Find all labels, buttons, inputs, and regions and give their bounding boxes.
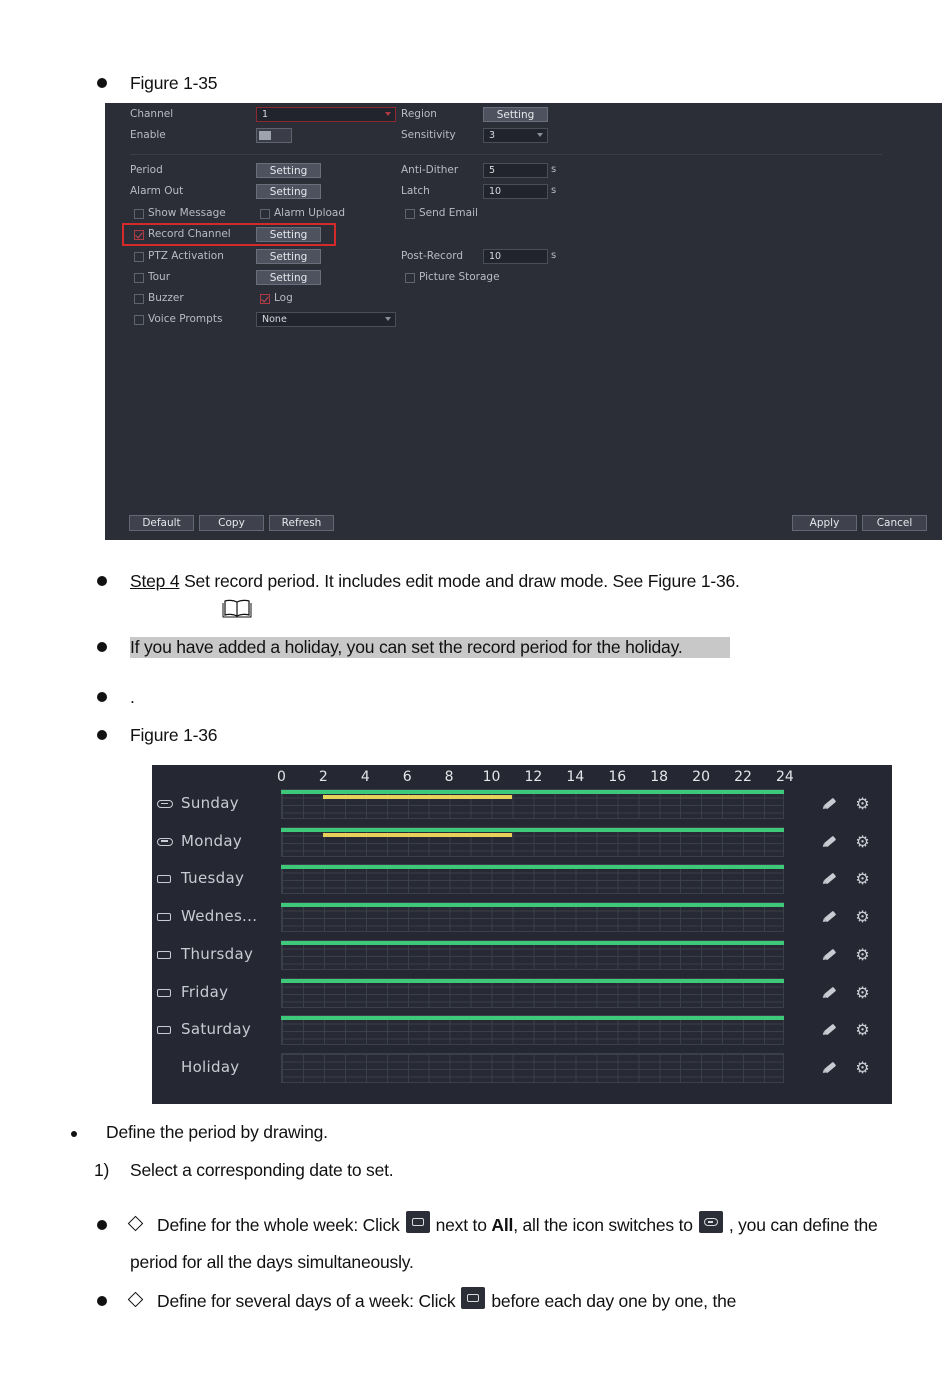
pencil-icon[interactable] <box>824 873 836 885</box>
record-period-bar[interactable] <box>281 979 784 983</box>
latch-unit: s <box>551 185 557 196</box>
ptz-activation-label: PTZ Activation <box>148 250 224 262</box>
voice-prompts-label: Voice Prompts <box>148 313 223 325</box>
post-record-label: Post-Record <box>401 250 464 262</box>
gear-icon[interactable]: ⚙ <box>855 1020 870 1040</box>
record-period-bar[interactable] <box>281 903 784 907</box>
channel-label: Channel <box>130 108 174 120</box>
send-email-checkbox[interactable] <box>405 209 415 219</box>
channel-value: 1 <box>262 109 269 120</box>
hour-tick-label: 2 <box>318 769 328 785</box>
unlinked-square-icon[interactable] <box>157 1026 171 1034</box>
whole-week-text-c: , all the icon switches to <box>513 1215 693 1235</box>
buzzer-checkbox[interactable] <box>134 294 144 304</box>
record-channel-checkbox[interactable] <box>134 230 144 240</box>
region-setting-button[interactable]: Setting <box>483 107 548 122</box>
period-label: Period <box>130 164 163 176</box>
latch-input[interactable]: 10 <box>483 184 548 199</box>
toggle-knob <box>259 131 271 140</box>
linked-chain-icon[interactable] <box>157 800 173 808</box>
picture-storage-label: Picture Storage <box>419 271 500 283</box>
bullet <box>97 730 107 740</box>
anti-dither-label: Anti-Dither <box>401 164 459 176</box>
step4-text: Set record period. It includes edit mode and draw mode. See Figure 1-36. <box>179 571 740 591</box>
ptz-activation-checkbox[interactable] <box>134 252 144 262</box>
all-keyword: All <box>491 1215 514 1235</box>
day-label: Saturday <box>181 1020 251 1039</box>
log-label: Log <box>274 292 293 304</box>
buzzer-label: Buzzer <box>148 292 184 304</box>
bullet <box>97 576 107 586</box>
day-label: Sunday <box>181 794 239 812</box>
several-days-text-b: before each day one by one, the <box>491 1291 737 1311</box>
alarm-upload-label: Alarm Upload <box>274 207 346 219</box>
note-book-icon <box>222 598 252 618</box>
hour-tick-label: 0 <box>277 769 286 785</box>
picture-storage-checkbox[interactable] <box>405 273 415 283</box>
enable-label: Enable <box>130 129 166 141</box>
define-by-drawing: Define the period by drawing. <box>106 1122 328 1142</box>
channel-select[interactable] <box>256 107 396 122</box>
hour-tick-label: 14 <box>566 769 585 785</box>
gear-icon[interactable]: ⚙ <box>855 944 870 964</box>
alarm-period-bar[interactable] <box>323 833 512 837</box>
gear-icon[interactable]: ⚙ <box>855 1057 870 1077</box>
figure-caption: Figure 1-36 <box>130 725 218 745</box>
hour-tick-label: 10 <box>482 769 501 785</box>
show-message-label: Show Message <box>148 207 226 219</box>
chevron-down-icon <box>385 112 391 116</box>
diamond-icon <box>128 1216 144 1232</box>
record-period-bar[interactable] <box>281 828 784 832</box>
tour-setting-button[interactable]: Setting <box>256 270 321 285</box>
anti-dither-input[interactable]: 5 <box>483 163 548 178</box>
pencil-icon[interactable] <box>824 986 836 998</box>
bullet <box>97 642 107 652</box>
step1-text: Select a corresponding date to set. <box>130 1160 394 1180</box>
unlinked-square-icon <box>461 1287 485 1309</box>
linked-chain-icon[interactable] <box>157 838 173 846</box>
alarm-out-setting-button[interactable]: Setting <box>256 184 321 199</box>
gear-icon[interactable]: ⚙ <box>855 869 870 889</box>
hour-tick-label: 6 <box>402 769 412 785</box>
hour-tick-label: 4 <box>360 769 370 785</box>
unlinked-square-icon[interactable] <box>157 989 171 997</box>
empty-bullet-text: . <box>130 687 135 707</box>
unlinked-square-icon <box>406 1211 430 1233</box>
hour-tick-label: 22 <box>734 769 752 785</box>
gear-icon[interactable]: ⚙ <box>855 907 870 927</box>
day-label: Tuesday <box>181 869 245 888</box>
whole-week-line2: period for all the days simultaneously. <box>130 1252 414 1272</box>
whole-week-line <box>130 1214 878 1237</box>
pencil-icon[interactable] <box>824 1024 836 1036</box>
voice-prompts-select[interactable] <box>256 312 396 327</box>
hour-tick-label: 8 <box>444 769 454 785</box>
step-number: 1) <box>94 1160 110 1180</box>
default-button[interactable]: Default <box>129 515 194 531</box>
linked-chain-icon <box>699 1211 723 1233</box>
sensitivity-label: Sensitivity <box>401 129 456 141</box>
voice-prompts-checkbox[interactable] <box>134 315 144 325</box>
alarm-settings-panel <box>105 103 942 540</box>
unlinked-square-icon[interactable] <box>157 951 171 959</box>
anti-dither-unit: s <box>551 164 557 175</box>
pencil-icon[interactable] <box>824 911 836 923</box>
day-label: Monday <box>181 831 243 850</box>
holiday-note: If you have added a holiday, you can set the record period for the holiday. <box>130 637 683 657</box>
show-message-checkbox[interactable] <box>134 209 144 219</box>
alarm-upload-checkbox[interactable] <box>260 209 270 219</box>
day-label: Friday <box>181 982 229 1001</box>
several-days-line <box>130 1290 736 1313</box>
figure-caption: Figure 1-35 <box>130 73 218 93</box>
copy-button[interactable]: Copy <box>199 515 264 531</box>
diamond-icon <box>128 1292 144 1308</box>
gear-icon[interactable]: ⚙ <box>855 794 870 813</box>
record-channel-setting-button[interactable]: Setting <box>256 227 321 242</box>
unlinked-square-icon[interactable] <box>157 913 171 921</box>
tour-label: Tour <box>148 271 171 283</box>
voice-prompts-value: None <box>262 314 287 325</box>
record-period-bar[interactable] <box>281 865 784 869</box>
day-label: Thursday <box>181 944 254 963</box>
bullet <box>97 78 107 88</box>
region-label: Region <box>401 108 437 120</box>
gear-icon[interactable]: ⚙ <box>855 831 870 851</box>
day-timeline-grid[interactable] <box>281 1053 784 1083</box>
hour-tick-label: 12 <box>524 769 543 785</box>
hour-tick-label: 20 <box>692 769 710 785</box>
hour-tick-label: 18 <box>650 769 669 785</box>
pencil-icon[interactable] <box>824 949 836 961</box>
pencil-icon[interactable] <box>824 1062 836 1074</box>
record-channel-label: Record Channel <box>148 228 231 240</box>
log-checkbox[interactable] <box>260 294 270 304</box>
whole-week-text-b: next to <box>435 1215 487 1235</box>
gear-icon[interactable]: ⚙ <box>855 982 870 1002</box>
several-days-text-a: Define for several days of a week: Click <box>157 1291 456 1311</box>
send-email-label: Send Email <box>419 207 478 219</box>
hour-tick-label: 24 <box>776 769 794 785</box>
whole-week-text-d: , you can define the <box>728 1215 878 1235</box>
unlinked-square-icon[interactable] <box>157 875 171 883</box>
bullet <box>97 692 107 702</box>
record-period-bar[interactable] <box>281 790 784 794</box>
chevron-down-icon <box>537 133 543 137</box>
day-label: Holiday <box>181 1057 240 1076</box>
whole-week-text-a: Define for the whole week: Click <box>157 1215 400 1235</box>
post-record-unit: s <box>551 250 557 261</box>
pencil-icon[interactable] <box>824 835 836 847</box>
period-setting-button[interactable]: Setting <box>256 163 321 178</box>
step4-label: Step 4 <box>130 571 180 591</box>
sensitivity-select[interactable] <box>483 128 548 143</box>
refresh-button[interactable]: Refresh <box>269 515 334 531</box>
small-bullet <box>71 1131 77 1137</box>
pencil-icon[interactable] <box>824 798 836 810</box>
divider <box>130 154 882 155</box>
enable-toggle[interactable] <box>256 128 292 143</box>
apply-button[interactable]: Apply <box>792 515 857 531</box>
post-record-input[interactable]: 10 <box>483 249 548 264</box>
bullet <box>97 1220 107 1230</box>
record-period-bar[interactable] <box>281 941 784 945</box>
record-period-bar[interactable] <box>281 1016 784 1020</box>
alarm-out-label: Alarm Out <box>130 185 184 197</box>
step4-paragraph <box>130 570 740 592</box>
latch-label: Latch <box>401 185 430 197</box>
tour-checkbox[interactable] <box>134 273 144 283</box>
sensitivity-value: 3 <box>489 130 496 141</box>
day-label: Wednes... <box>181 907 258 926</box>
hour-tick-label: 16 <box>608 769 627 785</box>
record-schedule-panel <box>152 765 892 1104</box>
bullet <box>97 1296 107 1306</box>
cancel-button[interactable]: Cancel <box>862 515 927 531</box>
chevron-down-icon <box>385 317 391 321</box>
alarm-period-bar[interactable] <box>323 795 512 799</box>
ptz-setting-button[interactable]: Setting <box>256 249 321 264</box>
